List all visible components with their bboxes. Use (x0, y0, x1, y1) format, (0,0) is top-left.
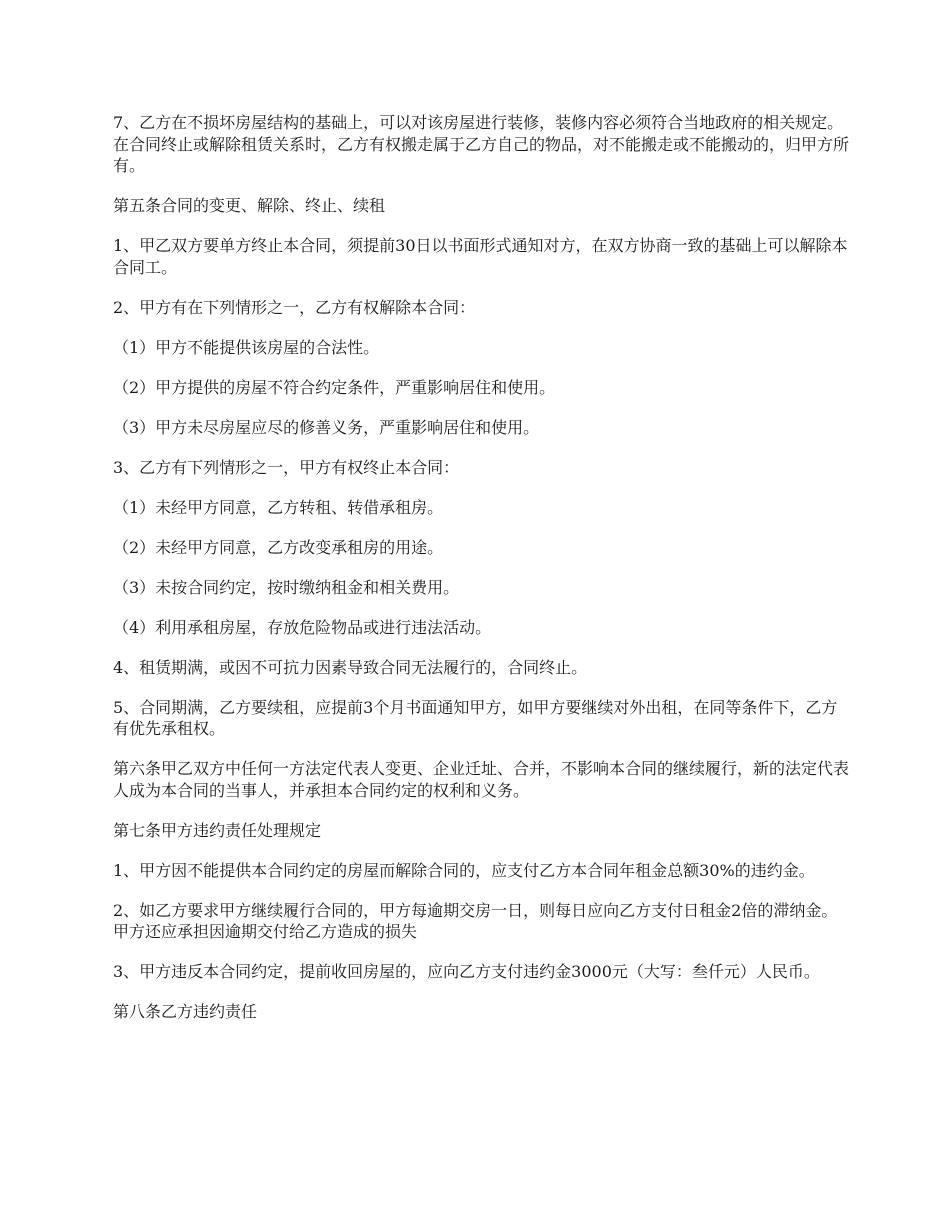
list-item-3-4: （4）利用承租房屋，存放危险物品或进行违法活动。 (113, 617, 492, 637)
paragraph-article-5-item-4: 4、租赁期满，或因不可抗力因素导致合同无法履行的，合同终止。 (113, 657, 588, 677)
paragraph-article-5-item-5: 5、合同期满，乙方要续租，应提前3个月书面通知甲方，如甲方要继续对外出租，在同等条件下，乙方有优先承租权。 (113, 697, 838, 738)
list-item-3-3: （3）未按合同约定，按时缴纳租金和相关费用。 (113, 577, 460, 597)
heading-article-5: 第五条合同的变更、解除、终止、续租 (113, 196, 386, 215)
list-item-3-1: （1）未经甲方同意，乙方转租、转借承租房。 (113, 497, 444, 517)
paragraph-article-7-item-2: 2、如乙方要求甲方继续履行合同的，甲方每逾期交房一日，则每日应向乙方支付日租金2倍的滞纳金。甲方还应承担因逾期交付给乙方造成的损失 (113, 900, 838, 941)
list-item-2-2: （2）甲方提供的房屋不符合约定条件，严重影响居住和使用。 (113, 377, 556, 397)
paragraph-article-5-item-1: 1、甲乙双方要单方终止本合同，须提前30日以书面形式通知对方，在双方协商一致的基础上可以解除本合同工。 (113, 236, 848, 277)
list-item-3-2: （2）未经甲方同意，乙方改变承租房的用途。 (113, 537, 444, 557)
list-item-2-3: （3）甲方未尽房屋应尽的修善义务，严重影响居住和使用。 (113, 417, 540, 437)
paragraph-clause-7-renovation: 7、乙方在不损坏房屋结构的基础上，可以对该房屋进行装修，装修内容必须符合当地政府的相关规定。在合同终止或解除租赁关系时，乙方有权搬走属于乙方自己的物品，对不能搬走或不能搬动的，归甲方所有。 (113, 113, 850, 175)
paragraph-article-5-item-3: 3、乙方有下列情形之一，甲方有权终止本合同： (113, 457, 460, 477)
heading-article-8: 第八条乙方违约责任 (113, 1002, 258, 1021)
list-item-2-1: （1）甲方不能提供该房屋的合法性。 (113, 337, 380, 357)
heading-article-7: 第七条甲方违约责任处理规定 (113, 820, 322, 840)
paragraph-article-7-item-3: 3、甲方违反本合同约定，提前收回房屋的，应向乙方支付违约金3000元（大写：叁仟元）人民币。 (113, 962, 820, 981)
paragraph-article-5-item-2: 2、甲方有在下列情形之一，乙方有权解除本合同： (113, 297, 476, 317)
paragraph-article-7-item-1: 1、甲方因不能提供本合同约定的房屋而解除合同的，应支付乙方本合同年租金总额30%的违约金。 (113, 860, 815, 880)
document-body (113, 112, 853, 1041)
paragraph-article-6: 第六条甲乙双方中任何一方法定代表人变更、企业迁址、合并，不影响本合同的继续履行，新的法定代表人成为本合同的当事人，并承担本合同约定的权利和义务。 (113, 759, 850, 800)
